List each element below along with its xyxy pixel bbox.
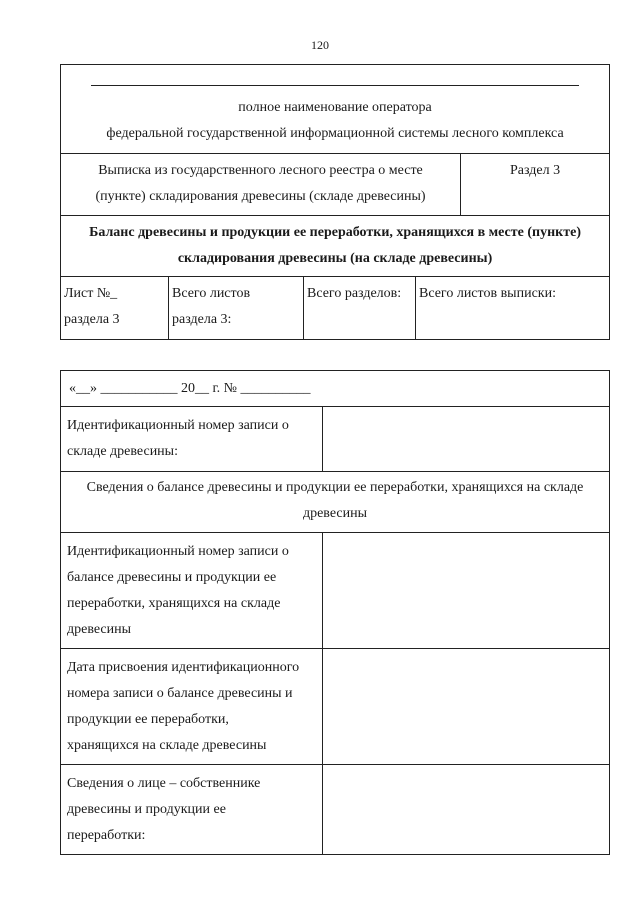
balance-info-header-cell bbox=[61, 472, 610, 533]
total-extract-sheets-label: Всего листов выписки: bbox=[419, 286, 556, 301]
owner-info-value[interactable] bbox=[323, 765, 610, 855]
balance-record-id-line2: балансе древесины и продукции ее bbox=[67, 570, 277, 585]
owner-info-line3: переработки: bbox=[67, 828, 146, 843]
balance-record-id-label-cell bbox=[61, 533, 323, 649]
total-sections-cell bbox=[304, 277, 416, 340]
record-date-cell bbox=[61, 371, 610, 407]
record-date-line: «__» ___________ 20__ г. № __________ bbox=[69, 381, 311, 396]
extract-title-line2: (пункте) складирования древесины (складе древесины) bbox=[95, 189, 426, 204]
balance-record-id-line3: переработки, хранящихся на складе bbox=[67, 596, 281, 611]
sheet-number-line2: раздела 3 bbox=[64, 312, 120, 327]
balance-info-line2: древесины bbox=[302, 506, 368, 521]
extract-title-cell bbox=[61, 154, 461, 216]
assign-date-line4: хранящихся на складе древесины bbox=[67, 738, 267, 753]
assign-date-line3: продукции ее переработки, bbox=[67, 712, 229, 727]
balance-record-table bbox=[60, 370, 610, 855]
sheet-number-cell bbox=[61, 277, 169, 340]
extract-title-line1: Выписка из государственного лесного реестра о месте bbox=[98, 163, 423, 178]
balance-title-line2: складирования древесины (на складе древесины) bbox=[177, 251, 493, 266]
operator-caption bbox=[61, 95, 609, 147]
balance-record-id-line4: древесины bbox=[67, 622, 132, 637]
balance-title-line1: Баланс древесины и продукции ее переработки, хранящихся в месте (пункте) bbox=[89, 225, 581, 240]
balance-info-line1: Сведения о балансе древесины и продукции ее переработки, хранящихся на складе bbox=[86, 480, 584, 495]
balance-title-cell bbox=[61, 216, 610, 277]
warehouse-record-id-line2: складе древесины: bbox=[67, 444, 178, 459]
page-number: 120 bbox=[311, 38, 329, 52]
owner-info-line1: Сведения о лице – собственнике bbox=[67, 776, 261, 791]
operator-name-underline bbox=[91, 85, 579, 86]
total-sheets-line1: Всего листов bbox=[172, 286, 251, 301]
owner-info-line2: древесины и продукции ее bbox=[67, 802, 226, 817]
operator-caption-line1: полное наименование оператора bbox=[238, 100, 432, 115]
total-sheets-line2: раздела 3: bbox=[172, 312, 232, 327]
warehouse-record-id-value[interactable] bbox=[323, 407, 610, 472]
operator-name-cell bbox=[61, 65, 610, 154]
warehouse-record-id-label-cell bbox=[61, 407, 323, 472]
assign-date-value[interactable] bbox=[323, 649, 610, 765]
total-extract-sheets-cell bbox=[416, 277, 610, 340]
section-label-cell bbox=[461, 154, 610, 216]
assign-date-label-cell bbox=[61, 649, 323, 765]
operator-caption-line2: федеральной государственной информационной системы лесного комплекса bbox=[106, 126, 564, 141]
total-sections-label: Всего разделов: bbox=[307, 286, 402, 301]
balance-record-id-value[interactable] bbox=[323, 533, 610, 649]
assign-date-line1: Дата присвоения идентификационного bbox=[67, 660, 300, 675]
section-label: Раздел 3 bbox=[509, 163, 561, 178]
total-sheets-cell bbox=[169, 277, 304, 340]
extract-header-table bbox=[60, 64, 610, 340]
assign-date-line2: номера записи о балансе древесины и bbox=[67, 686, 293, 701]
owner-info-label-cell bbox=[61, 765, 323, 855]
balance-record-id-line1: Идентификационный номер записи о bbox=[67, 544, 289, 559]
sheet-number-line1: Лист №_ bbox=[64, 286, 118, 301]
warehouse-record-id-line1: Идентификационный номер записи о bbox=[67, 418, 289, 433]
